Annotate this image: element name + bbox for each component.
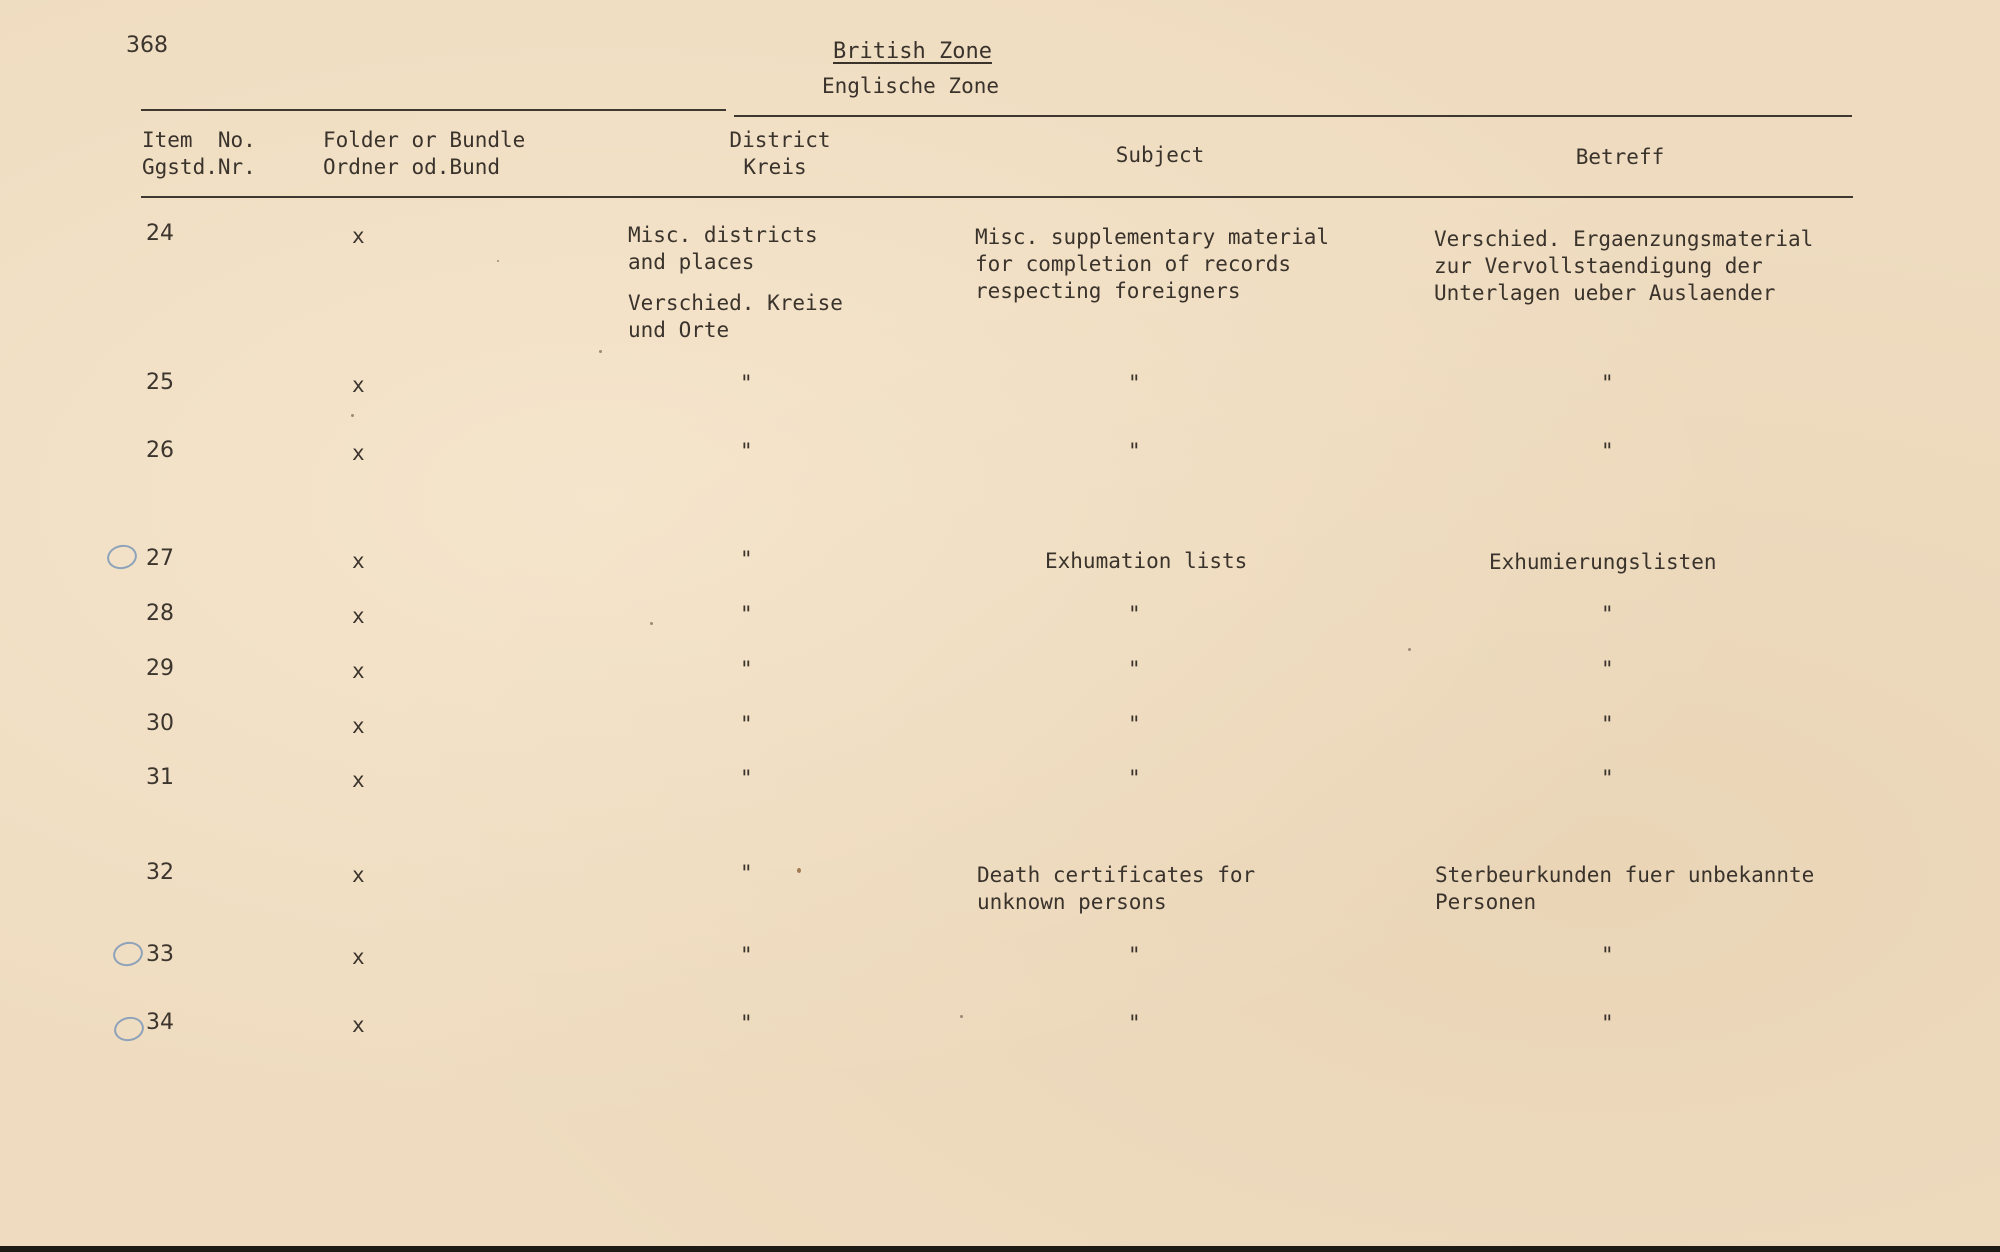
betreff-cell: " xyxy=(1601,766,1614,790)
top-rule-right xyxy=(734,115,1852,117)
header-item-no-de: Ggstd.Nr. xyxy=(142,155,256,179)
betreff-cell: " xyxy=(1601,439,1614,463)
folder-mark: x xyxy=(352,659,365,683)
paper-speck xyxy=(351,414,354,417)
paper-speck xyxy=(599,350,602,353)
page-title-german: Englische Zone xyxy=(822,74,1000,98)
betreff-cell: " xyxy=(1601,943,1614,967)
district-cell: " xyxy=(740,1011,753,1035)
item-number: 28 xyxy=(146,601,174,626)
district-cell: " xyxy=(740,657,753,681)
district-cell: " xyxy=(740,712,753,736)
folder-mark: x xyxy=(352,224,365,248)
betreff-cell: Exhumierungslisten xyxy=(1489,550,1717,574)
betreff-cell: Verschied. Ergaenzungsmaterial zur Vervollstaendigung der Unterlagen ueber Auslaender xyxy=(1434,227,1814,305)
district-cell: " xyxy=(740,547,753,571)
header-district-de: Kreis xyxy=(743,155,807,179)
header-district-en: District xyxy=(729,128,831,152)
subject-cell: " xyxy=(1128,766,1141,790)
item-number: 30 xyxy=(146,711,174,736)
district-cell: " xyxy=(740,766,753,790)
header-folder-de: Ordner od.Bund xyxy=(323,155,501,179)
folder-mark: x xyxy=(352,1013,365,1037)
subject-cell: Death certificates for unknown persons xyxy=(977,863,1256,914)
folder-mark: x xyxy=(352,863,365,887)
header-item-no-en: Item No. xyxy=(142,128,256,152)
scan-bottom-edge xyxy=(0,1246,2000,1252)
item-number: 27 xyxy=(146,546,174,571)
paper-speck xyxy=(1408,648,1411,651)
district-cell: " xyxy=(740,943,753,967)
subject-cell: " xyxy=(1128,657,1141,681)
folder-mark: x xyxy=(352,768,365,792)
item-number: 25 xyxy=(146,370,174,395)
district-cell-en: Misc. districts and places xyxy=(628,223,818,274)
page-title-english: British Zone xyxy=(833,39,992,64)
item-number: 33 xyxy=(146,942,174,967)
item-number: 24 xyxy=(146,221,174,246)
district-cell: " xyxy=(740,861,753,885)
folder-mark: x xyxy=(352,441,365,465)
betreff-cell: " xyxy=(1601,602,1614,626)
header-bottom-rule xyxy=(141,196,1853,198)
top-rule-left xyxy=(141,109,726,111)
folder-mark: x xyxy=(352,604,365,628)
item-number: 29 xyxy=(146,656,174,681)
subject-cell: Misc. supplementary material for completion of records respecting foreigners xyxy=(975,225,1330,303)
betreff-cell: Sterbeurkunden fuer unbekannte Personen xyxy=(1435,863,1815,914)
betreff-cell: " xyxy=(1601,712,1614,736)
subject-cell: " xyxy=(1128,371,1141,395)
paper-speck xyxy=(650,622,653,625)
folder-mark: x xyxy=(352,373,365,397)
item-number: 34 xyxy=(146,1010,174,1035)
subject-cell: " xyxy=(1128,1011,1141,1035)
subject-cell: " xyxy=(1128,943,1141,967)
district-cell-de: Verschied. Kreise und Orte xyxy=(628,291,843,342)
header-subject: Subject xyxy=(1115,143,1205,167)
district-cell: " xyxy=(740,439,753,463)
district-cell: " xyxy=(740,602,753,626)
subject-cell: " xyxy=(1128,439,1141,463)
paper-speck xyxy=(797,868,801,873)
betreff-cell: " xyxy=(1601,1011,1614,1035)
subject-cell: " xyxy=(1128,712,1141,736)
subject-cell: " xyxy=(1128,602,1141,626)
paper-speck xyxy=(497,260,499,262)
pencil-circle-mark xyxy=(105,542,139,572)
item-number: 31 xyxy=(146,765,174,790)
page-number: 368 xyxy=(126,33,168,58)
item-number: 32 xyxy=(146,860,174,885)
district-cell: " xyxy=(740,371,753,395)
header-betreff: Betreff xyxy=(1575,145,1665,169)
paper-speck xyxy=(960,1015,963,1018)
header-folder-en: Folder or Bundle xyxy=(323,128,526,152)
betreff-cell: " xyxy=(1601,657,1614,681)
folder-mark: x xyxy=(352,549,365,573)
pencil-circle-mark xyxy=(112,1014,146,1044)
subject-cell: Exhumation lists xyxy=(1045,549,1248,573)
folder-mark: x xyxy=(352,714,365,738)
item-number: 26 xyxy=(146,438,174,463)
betreff-cell: " xyxy=(1601,371,1614,395)
folder-mark: x xyxy=(352,945,365,969)
pencil-circle-mark xyxy=(111,939,145,969)
